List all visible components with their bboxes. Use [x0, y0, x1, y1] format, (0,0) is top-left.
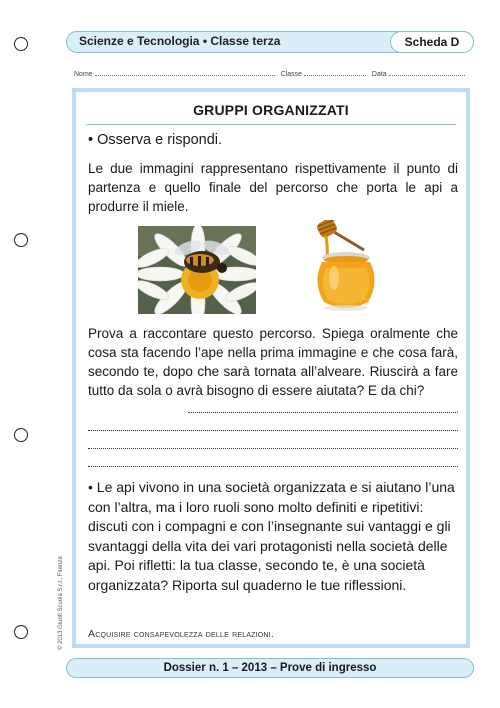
- data-label: Data: [371, 71, 387, 78]
- learning-goal-footnote: [88, 628, 274, 640]
- section2-text: • Le api vivono in una società organizzata e si aiutano l’una con l’altra, ma i loro ruoli sono molto definiti e ripetitivi: discuti con i compagni e con l’insegnante sui vantaggi e gli svantaggi della vita dei vari protagonisti nella società delle api. Poi rifletti: la tua classe, secondo te, è una società organizzata? Riporta sul quaderno le tue riflessioni.: [88, 479, 455, 593]
- answer-line-3[interactable]: [88, 448, 458, 449]
- prompt-text: Prova a raccontare questo percorso. Spiega oralmente che cosa sta facendo l’ape nella prima immagine e che cosa farà, secondo te, dopo che sarà tornata all’alveare. Riuscirà a fare tutto da sola o avrà bisogno di essere aiutata? E da chi?: [88, 326, 458, 398]
- answer-line-1[interactable]: [188, 412, 458, 413]
- binder-hole-4: [14, 625, 28, 639]
- section1-text: Le due immagini rappresentano rispettivamente il punto di partenza e quello finale del percorso che porta le api a produrre il miele.: [88, 161, 458, 214]
- answer-line-2[interactable]: [88, 430, 458, 431]
- nome-label: Nome: [74, 71, 93, 78]
- binder-hole-1: [14, 37, 28, 51]
- footer-bar: Dossier n. 1 – 2013 – Prove di ingresso: [66, 658, 474, 678]
- student-info-row: [74, 69, 470, 78]
- section1-heading: • Osserva e rispondi.: [88, 132, 223, 148]
- copyright-text: © 2013 Giunti Scuola S.r.l., Firenze: [58, 556, 64, 650]
- footnote-text: Acquisire consapevolezza delle relazioni.: [88, 628, 274, 640]
- answer-line-4[interactable]: [88, 466, 458, 467]
- scheda-tag: Scheda D: [390, 31, 474, 53]
- data-field[interactable]: [389, 69, 465, 76]
- binder-hole-2: [14, 233, 28, 247]
- header-title: Scienze e Tecnologia • Classe terza: [79, 34, 281, 48]
- header-bar: [66, 31, 474, 53]
- honey-jar-image: [306, 220, 386, 314]
- nome-field[interactable]: [95, 69, 275, 76]
- binder-hole-3: [14, 428, 28, 442]
- exercise-card: [72, 88, 470, 648]
- classe-label: Classe: [280, 71, 302, 78]
- exercise-title: GRUPPI ORGANIZZATI: [193, 102, 349, 118]
- title-divider: [86, 124, 456, 125]
- bee-on-daisy-image: [138, 226, 256, 314]
- classe-field[interactable]: [304, 69, 366, 76]
